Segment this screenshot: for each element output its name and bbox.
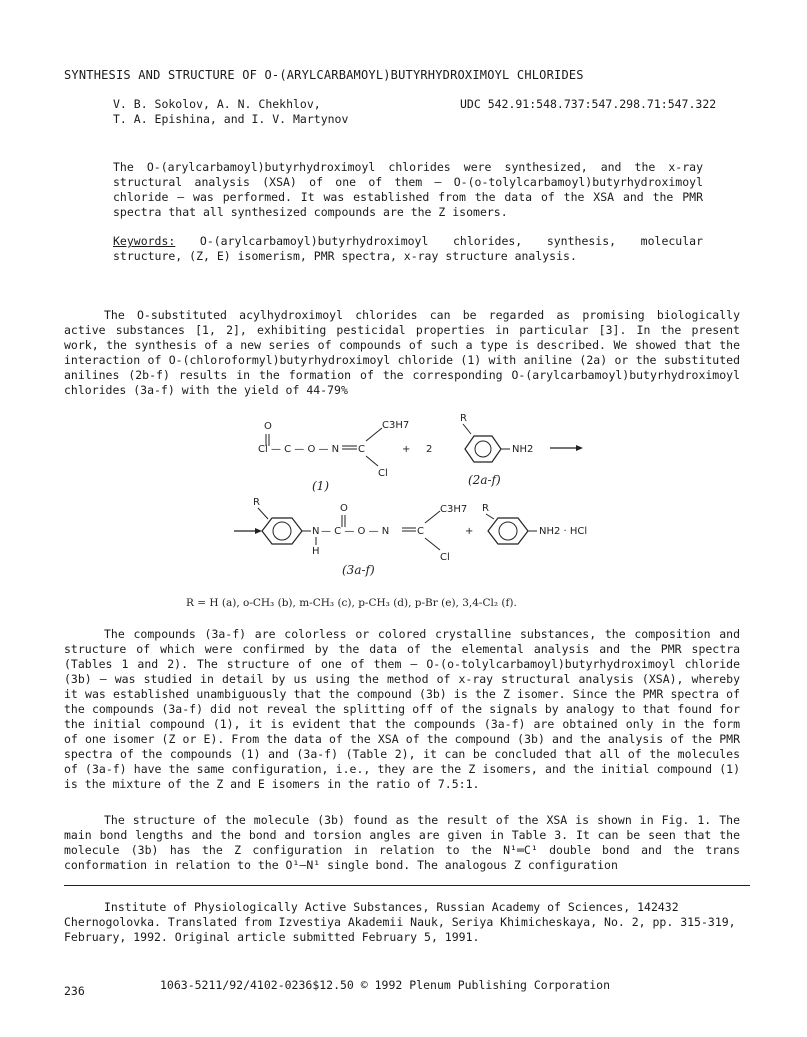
scheme-r-2: R (253, 497, 260, 508)
ring-substituent-bond-1 (463, 424, 471, 434)
affiliation-footnote: Institute of Physiologically Active Substances, Russian Academy of Sciences, 142432 Chernogolovka. Translated from Izvestiya Akademii Nauk, Seriya Khimicheskaya, No. 2, pp. 315-319, February, 1992. Original article submitted February 5, 1991. (64, 900, 736, 944)
scheme-label-2: (2a-f) (468, 473, 501, 487)
scheme-label-1: (1) (312, 479, 329, 493)
paper-title: SYNTHESIS AND STRUCTURE OF O-(ARYLCARBAMOYL)BUTYRHYDROXIMOYL CHLORIDES (64, 68, 584, 82)
benzene-ring-1 (465, 436, 501, 462)
scheme-nh2-hcl: NH2 · HCl (539, 526, 588, 537)
scheme-cl-c-o-n: Cl — C — O — N (258, 444, 340, 455)
body-paragraph-1: The O-substituted acylhydroximoyl chlorides can be regarded as promising biologically active substances [1, 2], exhibiting pesticidal properties in particular [3]. In the present work, the synthesis of a new series of compounds of such a type is described. We showed that the interaction of O-(chloroformyl)butyrhydroximoyl chloride (1) with aniline (2a) or the substituted anilines (2b-f) results in the formation of the corresponding O-(arylcarbamoyl)butyrhydroximoyl chlorides (3a-f) with the yield of 44-79% (64, 308, 740, 397)
page-number: 236 (64, 984, 85, 998)
bond-to-propyl (366, 428, 382, 441)
scheme-n-atom: N (312, 526, 320, 537)
issn-copyright: 1063-5211/92/4102-0236$12.50 © 1992 Plenum Publishing Corporation (160, 978, 611, 992)
bond-to-propyl-2 (425, 511, 440, 523)
scheme-o-top: O (264, 421, 272, 432)
scheme-plus-1: + (402, 444, 411, 455)
scheme-label-3: (3a-f) (342, 563, 375, 577)
reaction-arrow-2-head (255, 528, 262, 534)
scheme-c3h7: C3H7 (382, 420, 410, 431)
scheme-cl: Cl (378, 468, 388, 479)
scheme-o-bottom: O (340, 503, 348, 514)
body-paragraph-2: The compounds (3a-f) are colorless or colored crystalline substances, the composition and structure of which were confirmed by the data of the elemental analysis and the PMR spectra (Tables 1 and 2). The structure of one of them — O-(o-tolylcarbamoyl)butyrhydroximoyl chloride (3b) — was studied in detail by us using the method of x-ray structural analysis (XSA), whereby it was established unambiguously that the compound (3b) is the Z isomer. Since the PMR spectra of the compounds (3a-f) did not reveal the splitting off of the signals by analogy to that found for the initial compound (1), it is evident that the compounds (3a-f) are obtained only in the form of one isomer (Z or E). From the data of the XSA of the compound (3b) and the analysis of the PMR spectra of the compounds (1) and (3a-f) (Table 2), it can be concluded that all of the molecules of (3a-f) have the same configuration, i.e., they are the Z isomers, and the initial compound (1) is the mixture of the Z and E isomers in the ratio of 7.5:1. (64, 627, 740, 791)
scheme-r-1: R (460, 413, 467, 424)
scheme-c-atom-2: C (417, 526, 424, 537)
ring-substituent-bond-2 (258, 508, 268, 519)
aromatic-circle-1 (475, 441, 491, 457)
authors-line-1: V. B. Sokolov, A. N. Chekhlov, (113, 97, 321, 111)
aromatic-circle-2 (273, 522, 291, 540)
scheme-plus-2: + (465, 526, 474, 537)
ring-substituent-bond-3 (486, 514, 494, 519)
scheme-nh2: NH2 (512, 444, 534, 455)
authors-line-2: T. A. Epishina, and I. V. Martynov (113, 112, 349, 126)
bond-to-cl (366, 456, 378, 466)
r-substituents-caption: R = H (a), o-CH₃ (b), m-CH₃ (c), p-CH₃ (d), p-Br (e), 3,4-Cl₂ (f). (186, 597, 517, 609)
footnote-divider (64, 885, 750, 886)
abstract: The O-(arylcarbamoyl)butyrhydroximoyl chlorides were synthesized, and the x-ray structural analysis (XSA) of one of them — O-(o-tolylcarbamoyl)butyrhydroximoyl chloride — was performed. It was established from the data of the XSA and the PMR spectra that all synthesized compounds are the Z isomers. (113, 160, 703, 219)
scheme-c3h7-2: C3H7 (440, 504, 468, 515)
scheme-c-o-n: — C — O — N (321, 526, 390, 537)
keywords-label: Keywords: (113, 234, 176, 248)
scheme-c-atom: C (358, 444, 365, 455)
scheme-h-atom: H (312, 546, 320, 557)
udc-code: UDC 542.91:548.737:547.298.71:547.322 (460, 97, 717, 111)
body-paragraph-3: The structure of the molecule (3b) found as the result of the XSA is shown in Fig. 1. The main bond lengths and the bond and torsion angles are given in Table 3. It can be seen that the molecule (3b) has the Z configuration in relation to the N¹═C¹ double bond and the trans conformation in relation to the O¹—N¹ single bond. The analogous Z configuration (64, 813, 740, 872)
keywords-text: O-(arylcarbamoyl)butyrhydroximoyl chlorides, synthesis, molecular structure, (Z, E) isomerism, PMR spectra, x-ray structure analysis. (113, 234, 703, 263)
scheme-cl-2: Cl (440, 552, 450, 563)
scheme-coefficient: 2 (426, 444, 433, 455)
scheme-r-3: R (482, 503, 489, 514)
bond-to-cl-2 (425, 538, 440, 550)
reaction-arrow-1-head (576, 445, 583, 451)
aromatic-circle-3 (499, 522, 517, 540)
